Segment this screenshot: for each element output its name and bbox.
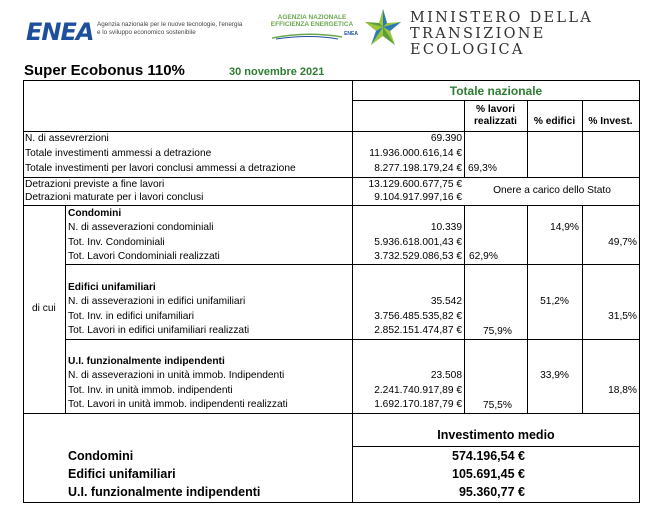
- enea-description-line: Agenzia nazionale per le nuove tecnologie, l'energia: [97, 21, 243, 28]
- table-border: [582, 100, 583, 177]
- ministry-name: [410, 10, 660, 58]
- page-title: Super Ecobonus 110%: [24, 62, 185, 79]
- group-row-value: 2.241.740.917,89 €: [374, 385, 462, 396]
- table-border: [352, 100, 640, 101]
- group-row-label: Tot. Lavori Condominiali realizzati: [68, 251, 220, 262]
- agency-sub: ENEA: [344, 31, 358, 37]
- detrazioni-value: 13.129.600.677,75 €: [368, 179, 462, 190]
- investimento-label: Edifici unifamiliari: [68, 467, 176, 481]
- group-row-value: 23.508: [430, 370, 462, 381]
- group-pct-invest: 31,5%: [608, 311, 637, 322]
- group-row-value: 3.756.485.535,82 €: [374, 311, 462, 322]
- table-border: [23, 80, 640, 81]
- investimento-medio-header: Investimento medio: [437, 428, 555, 442]
- enea-description: [97, 21, 257, 37]
- detrazioni-value: 9.104.917.997,16 €: [374, 192, 462, 203]
- ministry-line: MINISTERO DELLA: [410, 10, 594, 26]
- table-border: [352, 446, 640, 447]
- group-row-value: 35.542: [430, 296, 462, 307]
- group-row-label: Tot. Lavori in unità immob. indipendenti realizzati: [68, 399, 288, 410]
- group-title-indipendenti: U.I. funzionalmente indipendenti: [68, 356, 225, 367]
- report-date: 30 novembre 2021: [229, 66, 325, 78]
- row-pct-lavori: 69,3%: [468, 163, 497, 174]
- table-border: [23, 80, 24, 503]
- group-pct-edifici: 14,9%: [550, 222, 579, 233]
- detrazioni-label: Detrazioni maturate per i lavori conclusi: [25, 192, 204, 203]
- table-border: [23, 131, 640, 132]
- table-border: [23, 502, 640, 503]
- investimento-value: 574.196,54 €: [452, 449, 525, 463]
- group-pct-invest: 18,8%: [608, 385, 637, 396]
- group-row-value: 5.936.618.001,43 €: [374, 237, 462, 248]
- col-header-lavori-line: % lavori: [475, 104, 516, 115]
- agency-line: EFFICIENZA ENERGETICA: [270, 21, 354, 28]
- table-border: [464, 205, 465, 413]
- group-row-label: Tot. Inv. Condominiali: [68, 237, 165, 248]
- group-row-value: 3.732.529.086,53 €: [374, 251, 462, 262]
- table-border: [527, 100, 528, 177]
- row-value: 8.277.198.179,24 €: [374, 163, 462, 174]
- table-border: [23, 413, 640, 414]
- di-cui-label: di cui: [32, 303, 56, 314]
- totale-nazionale-header: Totale nazionale: [449, 84, 543, 98]
- detrazioni-label: Detrazioni previste a fine lavori: [25, 179, 165, 190]
- col-header-invest: % Invest.: [588, 116, 633, 127]
- enea-description-line: e lo sviluppo economico sostenibile: [97, 29, 196, 36]
- investimento-label: U.I. funzionalmente indipendenti: [68, 485, 261, 499]
- row-label: Totale investimenti per lavori conclusi ammessi a detrazione: [25, 163, 296, 174]
- group-row-label: N. di asseverazioni in unità immob. Indipendenti: [68, 370, 285, 381]
- group-row-label: N. di asseverazioni condominiali: [68, 222, 214, 233]
- table-border: [23, 177, 640, 178]
- col-header-lavori: [464, 104, 527, 128]
- ministry-star-icon: [364, 8, 402, 46]
- group-title-condomini: Condomini: [68, 208, 122, 219]
- ministry-line: TRANSIZIONE ECOLOGICA: [410, 26, 546, 58]
- col-header-edifici: % edifici: [533, 116, 576, 127]
- investimento-value: 105.691,45 €: [452, 467, 525, 481]
- group-pct-edifici: 51,2%: [540, 296, 569, 307]
- agency-line: AGENZIA NAZIONALE: [277, 14, 347, 21]
- row-label: N. di assevrerzioni: [25, 133, 109, 144]
- enea-logo: ENEA: [26, 18, 94, 46]
- agency-swoosh-icon: [272, 33, 342, 40]
- row-label: Totale investimenti ammessi a detrazione: [25, 148, 212, 159]
- onere-stato-note: Onere a carico dello Stato: [493, 185, 611, 196]
- group-row-label: N. di asseverazioni in edifici unifamiliari: [68, 296, 246, 307]
- row-value: 11.936.000.616,14 €: [369, 148, 462, 159]
- group-pct-lavori: 62,9%: [469, 251, 498, 262]
- group-pct-edifici: 33,9%: [540, 370, 569, 381]
- group-row-value: 10.339: [430, 222, 462, 233]
- investimento-label: Condomini: [68, 449, 134, 463]
- group-row-value: 1.692.170.187,79 €: [374, 399, 462, 410]
- group-row-label: Tot. Inv. in unità immob. indipendenti: [68, 385, 233, 396]
- group-row-label: Tot. Inv. in edifici unifamiliari: [68, 311, 195, 322]
- group-pct-lavori: 75,9%: [483, 326, 512, 337]
- group-pct-lavori: 75,5%: [483, 400, 512, 411]
- group-row-label: Tot. Lavori in edifici unifamiliari realizzati: [68, 325, 250, 336]
- group-pct-invest: 49,7%: [608, 237, 637, 248]
- col-header-lavori-line: realizzati: [473, 116, 518, 127]
- investimento-value: 95.360,77 €: [458, 485, 525, 499]
- table-border: [65, 205, 66, 413]
- group-row-value: 2.852.151.474,87 €: [374, 325, 462, 336]
- table-border: [23, 205, 640, 206]
- group-title-unifamiliari: Edifici unifamiliari: [68, 282, 156, 293]
- row-value: 69.390: [430, 133, 462, 144]
